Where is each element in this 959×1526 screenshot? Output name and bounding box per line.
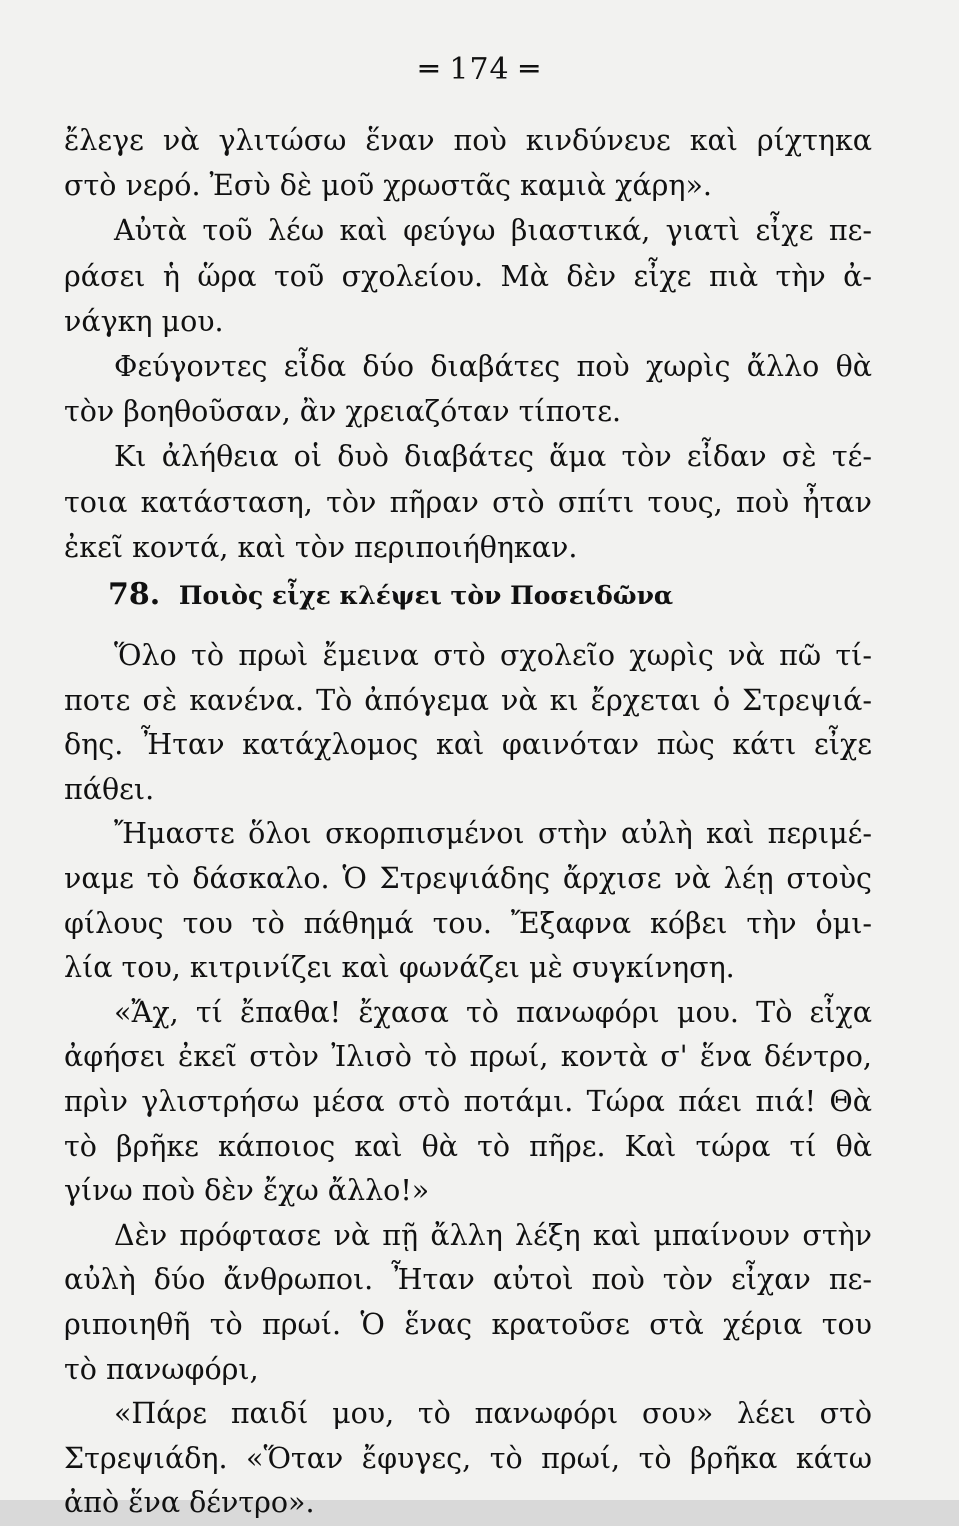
text-line: ἀφήσει ἐκεῖ στὸν Ἰλισὸ τὸ πρωί, κοντὰ σ' ἕνα δέντρο, — [64, 1040, 872, 1074]
text-line: «Ἄχ, τί ἔπαθα! ἔχασα τὸ πανωφόρι μου. Τὸ εἶχα — [114, 995, 872, 1029]
text-line: ριποιηθῆ τὸ πρωί. Ὁ ἕνας κρατοῦσε στὰ χέρια του — [64, 1307, 872, 1341]
section-number: 78. — [108, 577, 161, 612]
text-line: ἐκεῖ κοντά, καὶ τὸν περιποιήθηκαν. — [64, 530, 578, 564]
section-heading — [108, 577, 808, 612]
text-line: Δὲν πρόφτασε νὰ πῇ ἄλλη λέξη καὶ μπαίνουν στὴν — [114, 1218, 872, 1252]
text-line: ἀπὸ ἕνα δέντρο». — [64, 1486, 315, 1520]
text-line: δης. Ἦταν κατάχλομος καὶ φαινόταν πὼς κάτι εἶχε — [64, 728, 872, 762]
text-line: ναμε τὸ δάσκαλο. Ὁ Στρεψιάδης ἄρχισε νὰ λέῃ στοὺς — [64, 861, 872, 895]
text-line: ἔλεγε νὰ γλιτώσω ἕναν ποὺ κινδύνευε καὶ ρίχτηκα — [64, 124, 872, 157]
text-line: «Πάρε παιδί μου, τὸ πανωφόρι σου» λέει στὸ — [114, 1397, 872, 1431]
text-line: Αὐτὰ τοῦ λέω καὶ φεύγω βιαστικά, γιατὶ εἶχε πε- — [114, 214, 872, 248]
text-line: νάγκη μου. — [64, 304, 224, 338]
text-line: Στρεψιάδη. «Ὅταν ἔφυγες, τὸ πρωί, τὸ βρῆκα κάτω — [64, 1441, 872, 1475]
page-number: ═ 174 ═ — [419, 52, 540, 87]
text-line: πάθει. — [64, 772, 155, 806]
text-line: τὸν βοηθοῦσαν, ἂν χρειαζόταν τίποτε. — [64, 395, 622, 429]
text-line: λία του, κιτρινίζει καὶ φωνάζει μὲ συγκίνηση. — [64, 951, 735, 985]
text-line: Ἤμαστε ὅλοι σκορπισμένοι στὴν αὐλὴ καὶ περιμέ- — [114, 817, 872, 851]
text-line: Ὅλο τὸ πρωὶ ἔμεινα στὸ σχολεῖο χωρὶς νὰ πῶ τί- — [114, 639, 872, 672]
text-line: Κι ἀλήθεια οἱ δυὸ διαβάτες ἅμα τὸν εἶδαν σὲ τέ- — [114, 440, 872, 474]
text-line: γίνω ποὺ δὲν ἔχω ἄλλο!» — [64, 1174, 430, 1208]
text-line: ποτε σὲ κανένα. Τὸ ἀπόγεμα νὰ κι ἔρχεται ὁ Στρεψιά- — [64, 683, 872, 717]
text-section-1 — [64, 118, 872, 570]
text-line: τοια κατάσταση, τὸν πῆραν στὸ σπίτι τους, ποὺ ἦταν — [64, 485, 872, 519]
text-line: Φεύγοντες εἶδα δύο διαβάτες ποὺ χωρὶς ἄλλο θὰ — [114, 350, 872, 384]
section-title: Ποιὸς εἶχε κλέψει τὸν Ποσειδῶνα — [178, 581, 674, 610]
text-line: στὸ νερό. Ἐσὺ δὲ μοῦ χρωστᾶς καμιὰ χάρη». — [64, 169, 712, 203]
text-line: φίλους του τὸ πάθημά του. Ἔξαφνα κόβει τὴν ὁμι- — [64, 906, 872, 940]
text-line: τὸ βρῆκε κάποιος καὶ θὰ τὸ πῆρε. Καὶ τώρα τί θὰ — [64, 1129, 872, 1163]
text-line: τὸ πανωφόρι, — [64, 1352, 259, 1386]
text-section-2 — [64, 634, 872, 1526]
text-line: πρὶν γλιστρήσω μέσα στὸ ποτάμι. Τώρα πάει πιά! Θὰ — [64, 1084, 872, 1118]
text-line: αὐλὴ δύο ἄνθρωποι. Ἦταν αὐτοὶ ποὺ τὸν εἶχαν πε- — [64, 1263, 872, 1297]
text-line: ράσει ἡ ὥρα τοῦ σχολείου. Μὰ δὲν εἶχε πιὰ τὴν ἀ- — [64, 259, 872, 293]
